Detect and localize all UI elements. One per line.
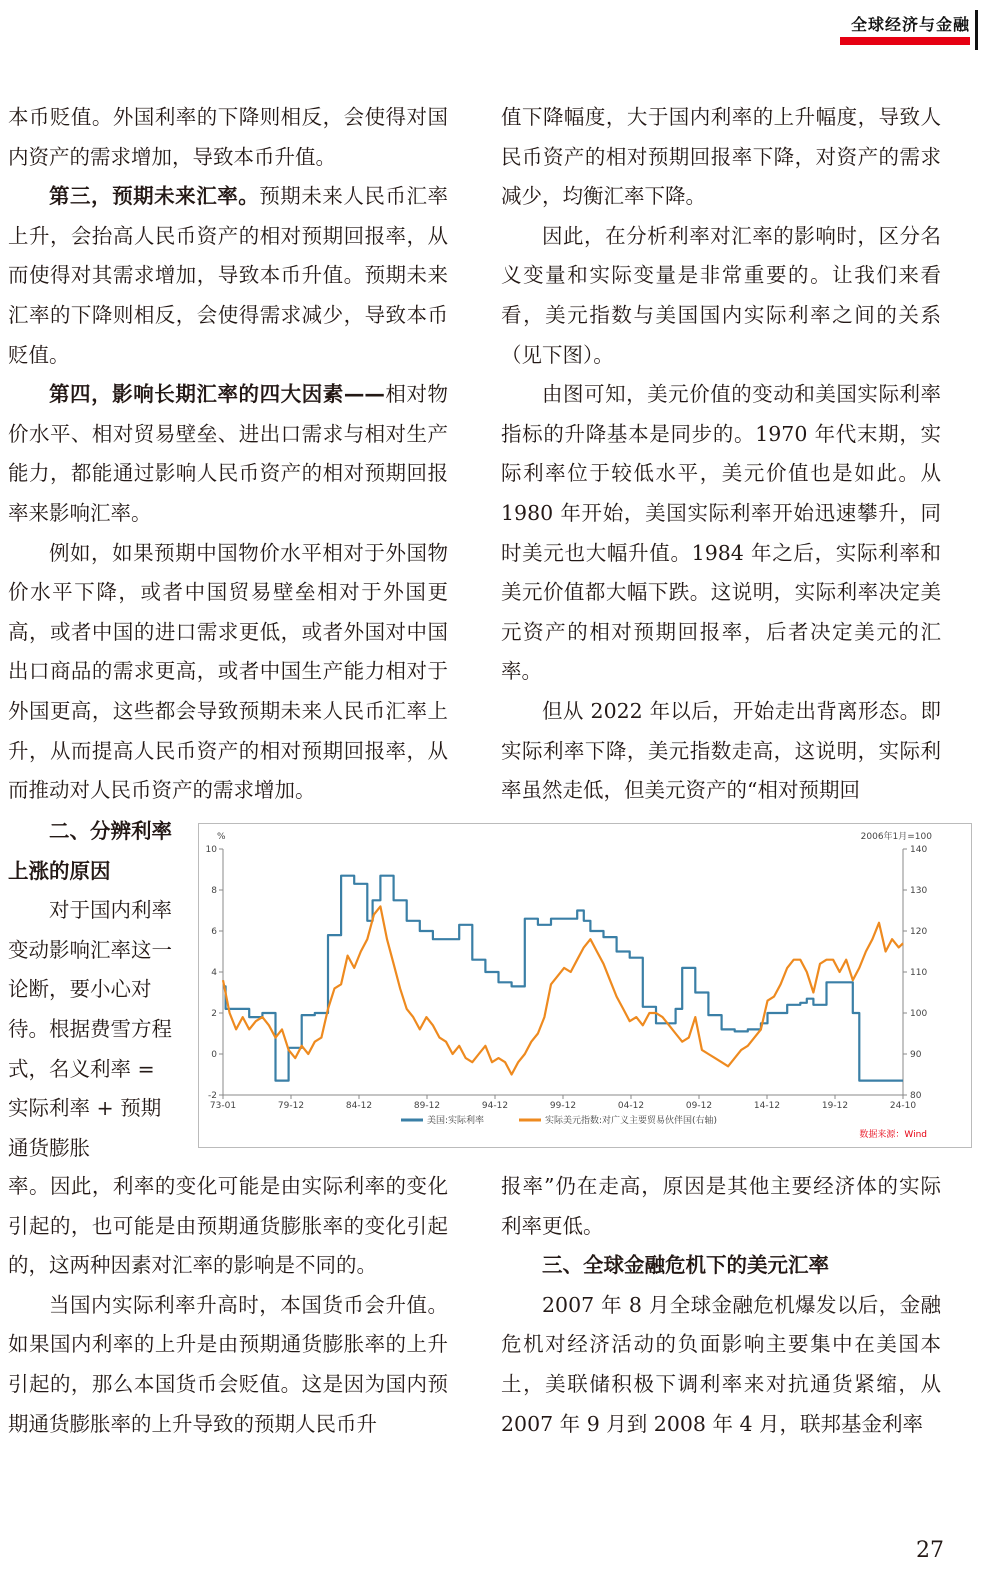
y-right-tick-label: 80: [910, 1091, 922, 1101]
x-tick-label: 73-01: [209, 1101, 237, 1111]
paragraph: [501, 375, 941, 692]
paragraph-lead: 第四，影响长期汇率的四大因素——: [49, 382, 385, 407]
paragraph: [8, 1167, 448, 1286]
paragraph-text: 值下降幅度，大于国内利率的上升幅度，导致人民币资产的相对预期回报率下降，对资产的需求减少，均衡汇率下降。: [501, 105, 941, 209]
chart-svg: [199, 824, 971, 1147]
running-header: [820, 8, 1000, 50]
chart-figure: [198, 823, 972, 1148]
header-divider: [975, 10, 978, 50]
paragraph: [501, 1167, 941, 1246]
left-unit-label: %: [217, 832, 226, 842]
paragraph-text: 预期未来人民币汇率上升，会抬高人民币资产的相对预期回报率，从而使得对其需求增加，导致本币升值。预期未来汇率的下降则相反，会使得需求减少，导致本币贬值。: [8, 184, 449, 367]
paragraph-text: 率。因此，利率的变化可能是由实际利率的变化引起的，也可能是由预期通货膨胀率的变化引起的，这两种因素对汇率的影响是不同的。: [8, 1174, 448, 1278]
x-tick-label: 84-12: [345, 1101, 373, 1111]
y-right-tick-label: 110: [910, 968, 928, 978]
series-line-real-rate: [223, 876, 903, 1081]
x-tick-label: 04-12: [617, 1101, 645, 1111]
paragraph: [8, 98, 448, 177]
x-tick-label: 94-12: [481, 1101, 509, 1111]
paragraph-text: 本币贬值。外国利率的下降则相反，会使得对国内资产的需求增加，导致本币升值。: [8, 105, 448, 169]
y-right-tick-label: 130: [910, 886, 928, 896]
y-right-tick-label: 140: [910, 845, 928, 855]
paragraph-text: 例如，如果预期中国物价水平相对于外国物价水平下降，或者中国贸易壁垒相对于外国更高，或者中国的进口需求更低，或者外国对中国出口商品的需求更高，或者中国生产能力相对于外国更高，这些都会导致预期未来人民币汇率上升，从而提高人民币资产的相对预期回报率，从而推动对人民币资产的需求增加。: [8, 540, 448, 803]
y-left-tick-label: 10: [205, 845, 217, 855]
x-tick-label: 99-12: [549, 1101, 577, 1111]
y-left-tick-label: 4: [211, 968, 217, 978]
y-right-tick-label: 100: [910, 1009, 928, 1019]
paragraph: [501, 692, 941, 811]
paragraph: [8, 375, 448, 533]
x-tick-label: 09-12: [685, 1101, 713, 1111]
x-tick-label: 79-12: [277, 1101, 305, 1111]
legend-label: 美国:实际利率: [427, 1116, 485, 1126]
x-tick-label: 24-10: [889, 1101, 917, 1111]
y-right-tick-label: 90: [910, 1050, 922, 1060]
paragraph-text: 由图可知，美元价值的变动和美国实际利率指标的升降基本是同步的。1970 年代末期，实际利率位于较低水平，美元价值也是如此。从 1980 年开始，美国实际利率开始迅速攀升，同时美元也大幅升值。1984 年之后，实际利率和美元价值都大幅下跌。这说明，实际利率决定美元资产的相对预期回报率，后者决定美元的汇率。: [501, 382, 941, 684]
left-column-bottom: [8, 1167, 448, 1444]
y-left-tick-label: 0: [211, 1050, 217, 1060]
series-line-dollar-index: [223, 906, 903, 1074]
chart-source: 数据来源：Wind: [859, 1130, 927, 1140]
page-number: 27: [916, 1538, 944, 1563]
paragraph-text: 当国内实际利率升高时，本国货币会升值。如果国内利率的上升是由预期通货膨胀率的上升引起的，那么本国货币会贬值。这是因为国内预期通货膨胀率的上升导致的预期人民币升: [8, 1292, 448, 1436]
paragraph: [8, 534, 448, 811]
y-right-tick-label: 120: [910, 927, 928, 937]
left-column-top: [8, 98, 448, 811]
paragraph-text: 2007 年 8 月全球金融危机爆发以后，金融危机对经济活动的负面影响主要集中在美国本土，美联储积极下调利率来对抗通货紧缩，从 2007 年 9 月到 2008 年 4 月，联邦基金利率: [501, 1292, 941, 1436]
paragraph: [501, 217, 941, 375]
right-column-top: [501, 98, 941, 811]
left-narrow-column: [8, 812, 178, 1168]
header-red-bar: [840, 37, 970, 45]
paragraph-text: 三、全球金融危机下的美元汇率: [542, 1253, 829, 1278]
y-left-tick-label: 2: [211, 1009, 217, 1019]
paragraph-text: 相对物价水平、相对贸易壁垒、进出口需求与相对生产能力，都能通过影响人民币资产的相对预期回报率来影响汇率。: [8, 382, 449, 525]
paragraph-text: 因此，在分析利率对汇率的影响时，区分名义变量和实际变量是非常重要的。让我们来看看，美元指数与美国国内实际利率之间的关系（见下图）。: [501, 223, 941, 367]
y-left-tick-label: -2: [208, 1091, 217, 1101]
header-title: 全球经济与金融: [850, 15, 970, 34]
paragraph-lead: 第三，预期未来汇率。: [49, 184, 260, 209]
legend-label: 实际美元指数:对广义主要贸易伙伴国(右轴): [545, 1116, 718, 1126]
section-heading: [501, 1246, 941, 1286]
narrow-paragraph: 对于国内利率变动影响汇率这一论断，要小心对待。根据费雪方程式，名义利率 = 实际利率 + 预期通货膨胀: [8, 898, 172, 1160]
x-tick-label: 14-12: [753, 1101, 781, 1111]
paragraph: [501, 1286, 941, 1444]
section-heading-2: 二、分辨利率上涨的原因: [8, 819, 172, 883]
right-column-bottom: [501, 1167, 941, 1444]
paragraph: [8, 1286, 448, 1444]
paragraph: [8, 177, 448, 375]
y-left-tick-label: 6: [211, 927, 217, 937]
paragraph-text: 报率”仍在走高，原因是其他主要经济体的实际利率更低。: [501, 1174, 941, 1238]
paragraph: [501, 98, 941, 217]
paragraph-text: 但从 2022 年以后，开始走出背离形态。即实际利率下降，美元指数走高，这说明，实际利率虽然走低，但美元资产的“相对预期回: [501, 698, 941, 803]
y-left-tick-label: 8: [211, 886, 217, 896]
x-tick-label: 19-12: [821, 1101, 849, 1111]
x-tick-label: 89-12: [413, 1101, 441, 1111]
right-unit-label: 2006年1月=100: [860, 832, 932, 842]
